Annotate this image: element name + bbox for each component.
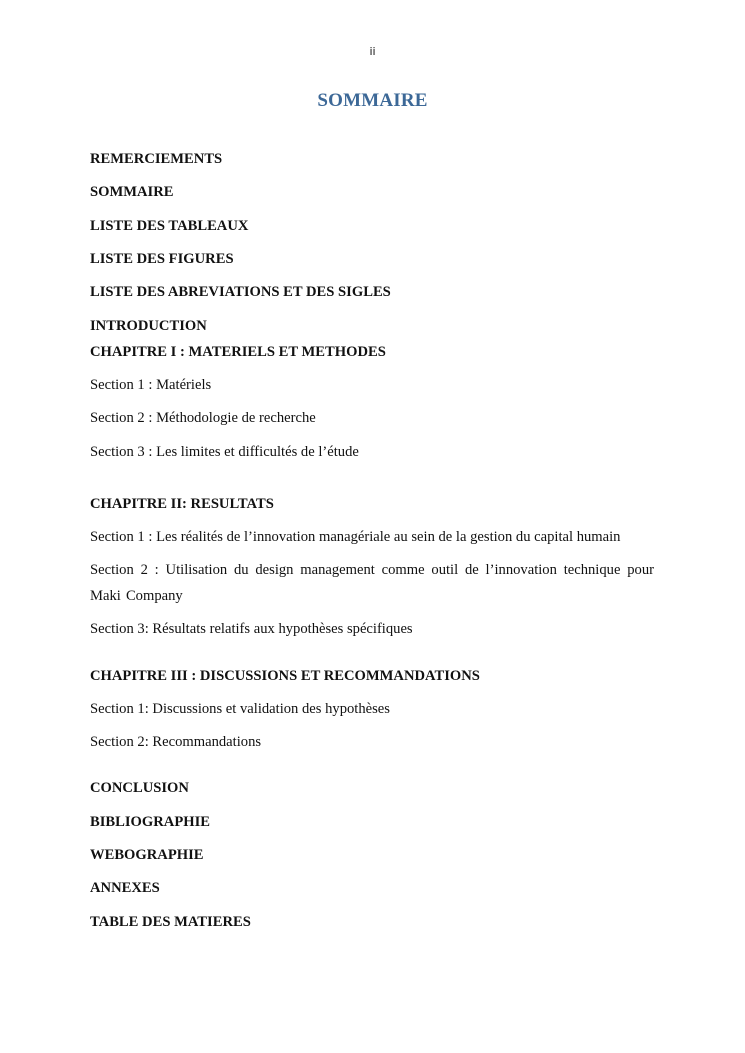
toc-section-2-2: Section 2 : Utilisation du design management comme outil de l’innovation technique pour Maki Company <box>90 562 654 604</box>
toc-entry-annexes: ANNEXES <box>90 880 160 896</box>
toc-entry-liste-figures: LISTE DES FIGURES <box>90 251 234 267</box>
toc-section-3-1: Section 1: Discussions et validation des hypothèses <box>90 701 390 717</box>
toc-section-2-3: Section 3: Résultats relatifs aux hypothèses spécifiques <box>90 621 413 637</box>
toc-chapter-1: CHAPITRE I : MATERIELS ET METHODES <box>90 344 386 360</box>
toc-section-1-2: Section 2 : Méthodologie de recherche <box>90 410 316 426</box>
toc-entry-bibliographie: BIBLIOGRAPHIE <box>90 814 211 830</box>
page-title: SOMMAIRE <box>317 90 428 111</box>
toc-entry-conclusion: CONCLUSION <box>90 780 189 796</box>
toc-section-3-2: Section 2: Recommandations <box>90 734 262 750</box>
toc-chapter-2: CHAPITRE II: RESULTATS <box>90 496 274 512</box>
toc-entry-webographie: WEBOGRAPHIE <box>90 847 204 863</box>
toc-entry-liste-tableaux: LISTE DES TABLEAUX <box>90 218 249 234</box>
toc-entry-liste-abreviations: LISTE DES ABREVIATIONS ET DES SIGLES <box>90 284 391 300</box>
toc-entry-introduction: INTRODUCTION <box>90 318 207 334</box>
toc-section-2-1: Section 1 : Les réalités de l’innovation managériale au sein de la gestion du capital humain <box>90 529 621 545</box>
page-number: ii <box>369 45 376 58</box>
toc-chapter-3: CHAPITRE III : DISCUSSIONS ET RECOMMANDATIONS <box>90 668 480 684</box>
toc-entry-remerciements: REMERCIEMENTS <box>90 151 223 167</box>
toc-entry-sommaire: SOMMAIRE <box>90 184 174 200</box>
toc-entry-table-matieres: TABLE DES MATIERES <box>90 914 251 930</box>
toc-section-1-3: Section 3 : Les limites et difficultés de l’étude <box>90 444 359 460</box>
toc-section-1-1: Section 1 : Matériels <box>90 377 212 393</box>
